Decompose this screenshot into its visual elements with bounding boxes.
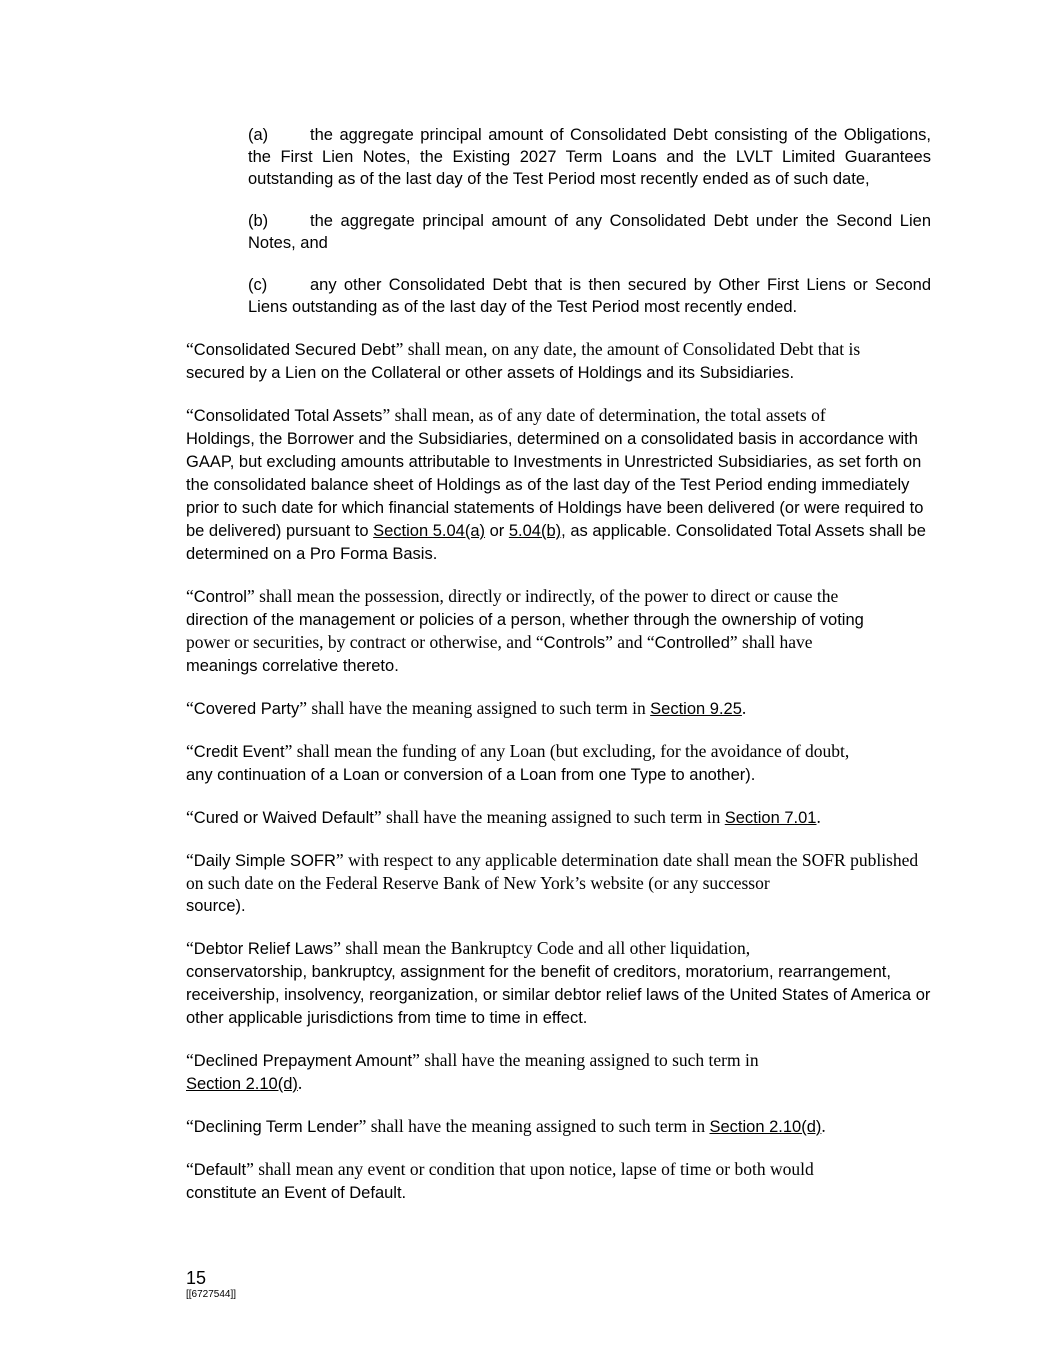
clause-label: (c) [248,276,268,294]
defined-term: Debtor Relief Laws [193,940,334,958]
definition-text: conservatorship, bankruptcy, assignment for the benefit of creditors, moratorium, rearrangement, receivership, insolvency, reorganization, or similar debtor relief laws of the United States of America or other applicable jurisdictions from time to time in effect. [186,963,931,1027]
definition-text: shall mean the Bankruptcy Code and all other liquidation, [340,938,751,958]
page-number: 15 [186,1268,207,1288]
definition-text: with respect to any applicable determination date shall mean the SOFR published on such date on the Federal Reserve Bank of New York’s website (or any successor [186,850,919,893]
definition-default: “Default” shall mean any event or condition that upon notice, lapse of time or both would constitute an Event of Default. [186,1159,814,1202]
definition-text: secured by a Lien on the Collateral or other assets of Holdings and its Subsidiaries. [186,364,795,382]
defined-term: Cured or Waived Default [193,809,374,827]
definition-declined-prepayment-amount: “Declined Prepayment Amount” shall have the meaning assigned to such term in Section 2.10(d). [186,1050,759,1093]
definition-text: or [485,522,509,540]
defined-term: Consolidated Secured Debt [193,341,396,359]
definition-consolidated-secured-debt: “Consolidated Secured Debt” shall mean, on any date, the amount of Consolidated Debt that is secured by a Lien on the Collateral or other assets of Holdings and its Subsidiaries. [186,339,861,382]
definition-covered-party: “Covered Party” shall have the meaning assigned to such term in Section 9.25. [186,698,747,718]
definition-text: any continuation of a Loan or conversion of a Loan from one Type to another). [186,766,756,784]
clause-text: the aggregate principal amount of any Consolidated Debt under the Second Lien Notes, and [248,212,931,252]
page-content [186,124,931,1224]
clause-text: the aggregate principal amount of Consolidated Debt consisting of the Obligations, the First Lien Notes, the Existing 2027 Term Loans and the LVLT Limited Guarantees outstanding as of the last day of the Test Period most recently ended as of such date, [248,126,931,188]
clause-c [186,274,931,318]
clause-label: (a) [248,126,269,144]
defined-term: Credit Event [193,743,285,761]
clause-text: any other Consolidated Debt that is then secured by Other First Liens or Second Liens outstanding as of the last day of the Test Period most recently ended. [248,276,931,316]
section-link[interactable]: Section 2.10(d) [709,1118,822,1136]
definition-text: shall have the meaning assigned to such term in [419,1050,759,1070]
definition-consolidated-total-assets: “Consolidated Total Assets” shall mean, as of any date of determination, the total assets of Holdings, the Borrower and the Subsidiaries, determined on a consolidated basis in accordance with GAAP, but excluding amounts attributable to Investments in Unrestricted Subsidiaries, as set forth on the consolidated balance sheet of Holdings as of the last day of the Test Period ending immediately prior to such date for which financial statements of Holdings have been delivered (or were required to be delivered) pursuant to Section 5.04(a) or 5.04(b), as applicable. Consolidated Total Assets shall be determined on a Pro Forma Basis. [186,405,926,563]
definition-text: shall mean, as of any date of determination, the total assets of [390,405,826,425]
definition-text: . [741,698,747,718]
section-link[interactable]: Section 5.04(a) [373,522,486,540]
defined-term: Controls [543,634,606,652]
definition-text: shall have the meaning assigned to such term in [307,698,651,718]
defined-term: Declining Term Lender [193,1118,359,1136]
page-footer [186,1267,236,1301]
definition-text: Holdings, the Borrower and the Subsidiaries, determined on a consolidated basis in accordance with GAAP, but excluding amounts attributable to Investments in Unrestricted Subsidiaries, as set forth on the consolidated balance sheet of Holdings as of the last day of the Test Period ending immediately prior to such date for which financial statements of Holdings have been delivered (or were required to be delivered) pursuant to [186,430,924,540]
section-link[interactable]: Section 2.10(d) [186,1075,298,1093]
definition-text: source). [186,897,246,915]
definition-daily-simple-sofr: “Daily Simple SOFR” with respect to any applicable determination date shall mean the SOFR published on such date on the Federal Reserve Bank of New York’s website (or any successor source). [186,850,919,915]
defined-term: Controlled [654,634,730,652]
clause-a [186,124,931,190]
defined-term: Daily Simple SOFR [193,852,336,870]
section-link[interactable]: Section 7.01 [724,809,817,827]
definition-text: ” and “ [605,632,655,652]
definition-text: shall mean, on any date, the amount of Consolidated Debt that is [403,339,861,359]
definition-text: shall mean the possession, directly or indirectly, of the power to direct or cause the [254,586,839,606]
defined-term: Declined Prepayment Amount [193,1052,413,1070]
definition-cured-or-waived-default: “Cured or Waived Default” shall have the meaning assigned to such term in Section 7.01. [186,807,821,827]
definition-text: shall mean the funding of any Loan (but excluding, for the avoidance of doubt, [292,741,850,761]
definition-text: shall have the meaning assigned to such term in [381,807,725,827]
section-link[interactable]: Section 9.25 [650,700,742,718]
definition-declining-term-lender: “Declining Term Lender” shall have the meaning assigned to such term in Section 2.10(d). [186,1116,826,1136]
definition-text: power or securities, by contract or otherwise, and “ [186,632,544,652]
definition-text: . [297,1073,303,1093]
defined-term: Covered Party [193,700,300,718]
definition-text: . [816,807,821,827]
definition-control: “Control” shall mean the possession, directly or indirectly, of the power to direct or cause the direction of the management or policies of a person, whether through the ownership of voting power or securities, by contract or otherwise, and “Controls” and “Controlled” shall have meanings correlative thereto. [186,586,864,675]
definition-text: ” shall have [729,632,813,652]
definition-text: shall have the meaning assigned to such term in [366,1116,710,1136]
definition-text: , as applicable. Consolidated Total Assets shall be determined on a Pro Forma Basis. [186,522,926,563]
defined-term: Default [193,1161,247,1179]
defined-term: Control [193,588,247,606]
clause-label: (b) [248,212,269,230]
definition-credit-event: “Credit Event” shall mean the funding of any Loan (but excluding, for the avoidance of doubt, any continuation of a Loan or conversion of a Loan from one Type to another). [186,741,850,784]
definition-text: constitute an Event of Default. [186,1184,407,1202]
section-link[interactable]: 5.04(b) [508,522,562,540]
definition-text: meanings correlative thereto. [186,657,399,675]
definition-text: . [821,1116,826,1136]
clause-b [186,210,931,254]
defined-term: Consolidated Total Assets [193,407,383,425]
document-id: [[6727544]] [186,1289,237,1300]
definition-text: direction of the management or policies of a person, whether through the ownership of voting [186,611,864,629]
definition-text: shall mean any event or condition that upon notice, lapse of time or both would [253,1159,814,1179]
definition-debtor-relief-laws: “Debtor Relief Laws” shall mean the Bankruptcy Code and all other liquidation, conservatorship, bankruptcy, assignment for the benefit of creditors, moratorium, rearrangement, receivership, insolvency, reorganization, or similar debtor relief laws of the United States of America or other applicable jurisdictions from time to time in effect. [186,938,931,1027]
